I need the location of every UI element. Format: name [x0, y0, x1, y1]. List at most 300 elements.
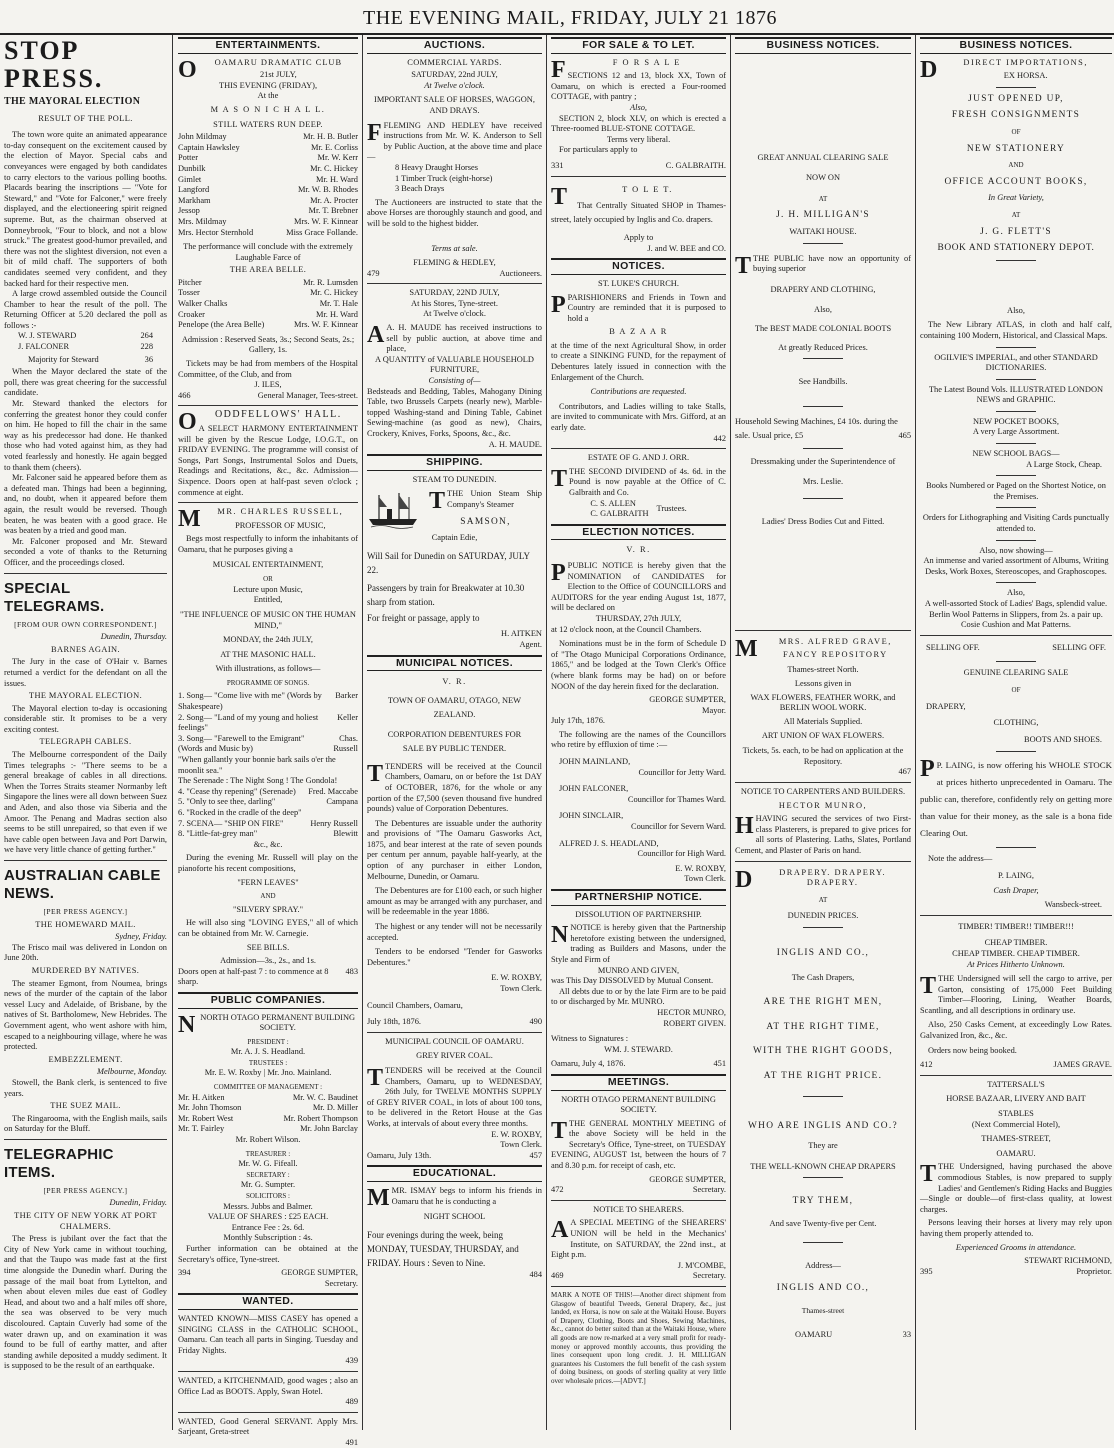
drop-cap: M: [735, 635, 758, 662]
divider: [996, 87, 1036, 88]
sale-text: SECTION 2, block XLV, on which is erected a Three-roomed BLUE-STONE COTTAGE.: [551, 113, 726, 134]
also: Also,: [814, 305, 832, 315]
cast-row: [178, 153, 358, 164]
timber: TIMBER! TIMBER!! TIMBER!!!: [958, 921, 1074, 931]
coal-text: TENDERS will be received at the Council Chambers, Oamaru, up to WEDNESDAY, 26th July, for TWELVE MONTHS SUPPLY of GREY RIVER COAL, in lots of about 100 tons, to be delivered in the Retort House at the Gas Works, at intervals of about every three months.: [367, 1065, 542, 1128]
ad-code: 491: [345, 1437, 358, 1447]
dressmaking: Dressmaking under the Superintendence of: [750, 456, 896, 466]
divider: [551, 176, 726, 177]
drop-cap: D: [735, 866, 753, 893]
song-title: 5. "Only to see thee, darling": [178, 797, 276, 807]
councillors-list: [551, 757, 726, 860]
particulars: For particulars apply to: [559, 145, 638, 155]
divider: [996, 475, 1036, 476]
drop-cap: D: [920, 56, 938, 83]
own-correspondent: [FROM OUR OWN CORRESPONDENT.]: [14, 619, 157, 629]
song-title: 8. "Little-fat-grey man": [178, 829, 258, 839]
signature: GEORGE SUMPTER,: [649, 695, 726, 705]
song-title: The Serenade : The Night Song ! The Gondola!: [178, 776, 338, 786]
sale-date: SATURDAY, 22nd JULY,: [411, 70, 498, 80]
drapery: DRAPERY AND CLOTHING,: [770, 284, 876, 294]
loving-text: He will also sing "LOVING EYES," all of which can be obtained from Mr. W. Carnegie.: [178, 918, 358, 938]
cast-role: Mrs. Hector Sternhold: [178, 227, 254, 237]
ad-code: 465: [898, 430, 911, 440]
stationery: NEW STATIONERY: [966, 143, 1066, 154]
ad-code: 331: [551, 160, 564, 170]
column-for-sale: [551, 35, 726, 1430]
oddfellows-text: A SELECT HARMONY ENTERTAINMENT will be given by the Rescue Lodge, I.O.G.T., on FRIDAY EVENING. The programme will consist of Songs, Part Songs, Instrumental Solos and Duets, Readings and Recitations, &c., &c. Admission—Sixpence. Doors open at half-past seven o'clock ; commence at eight.: [178, 424, 358, 497]
song-title: 6. "Rocked in the cradle of the deep": [178, 808, 302, 817]
divider: [803, 358, 843, 359]
fancy: FANCY REPOSITORY: [783, 650, 888, 660]
song-title: 4. "Cease thy repening" (Serenade): [178, 786, 296, 796]
at: AT: [818, 895, 828, 904]
divider: [735, 630, 911, 631]
cast-role: Pitcher: [178, 277, 202, 287]
election-paragraph: When the Mayor declared the state of the poll, there was great cheering for the successful candidate.: [4, 367, 167, 398]
news-heading: EMBEZZLEMENT.: [48, 1054, 123, 1064]
cast-row: [178, 217, 358, 228]
news-paragraph: The Press is jubilant over the fact that the City of New York came in without touching, and that the Taupo was made fast at the first time alongside the Dunedin wharf. During the passage of the mail boat from Lyttelton, and when about eleven miles due east of Godley Head, and about two and a half miles off shore, the sea was observed to be very much discoloured. Captain Cuverly had some of the water drawn up, and on examination it was found to be full of earthy matter, and after standing awhile deposited a muddy sediment. It is supposed to be the result of an earthquake.: [4, 1234, 167, 1371]
agent-name: H. AITKEN: [501, 629, 542, 639]
song-composer: Barker: [335, 691, 358, 701]
drop-cap: F: [551, 56, 566, 83]
contributions: Contributions are requested.: [590, 387, 687, 397]
column-divider: [362, 35, 363, 1430]
signature-title: General Manager, Tees-street.: [257, 390, 358, 400]
bazaar: HORSE BAZAAR, LIVERY AND BAIT: [946, 1094, 1086, 1104]
who: WHO ARE INGLIS AND CO.?: [748, 1120, 898, 1131]
news-heading: MURDERED BY NATIVES.: [31, 965, 140, 975]
cast-row: [178, 206, 358, 217]
signature-title: Secretary.: [692, 1271, 726, 1281]
committee-member: Mr. Robert Wilson.: [235, 1135, 301, 1145]
sale-time: At Twelve o'clock.: [423, 309, 486, 319]
cast-actor: Mr. T. Brebner: [308, 206, 358, 216]
steamship-icon: [367, 491, 423, 529]
column-divider: [730, 35, 731, 1430]
meetings-heading: MEETINGS.: [551, 1074, 726, 1091]
union-text: THE Union Steam Ship Company's Steamer: [447, 489, 542, 509]
business-heading: BUSINESS NOTICES.: [735, 37, 911, 54]
noon-text: at 12 o'clock noon, at the Council Chambers.: [551, 624, 702, 634]
press-agency: [PER PRESS AGENCY.]: [43, 907, 128, 916]
flett: J. G. FLETT'S: [980, 226, 1052, 237]
cast-row: [178, 310, 358, 321]
committee-row: [178, 1093, 358, 1104]
song-row: [178, 819, 358, 830]
signature: J. and W. BEE and CO.: [647, 243, 726, 253]
cast-row: [178, 164, 358, 175]
conclude-text: The performance will conclude with the extremely Laughable Farce of: [183, 242, 353, 262]
oddfellows-heading: ODDFELLOWS' HALL.: [214, 409, 342, 421]
song-title: 3. Song— "Farewell to the Emigrant" (Words and Music by): [178, 733, 305, 754]
ad-code: 395: [920, 1266, 933, 1276]
ismay-text: MR. ISMAY begs to inform his friends in Oamaru that he is conducting a: [391, 1185, 542, 1206]
drop-cap: T: [551, 1117, 568, 1144]
auction-item: 3 Beach Drays: [395, 184, 445, 194]
drop-cap: N: [551, 922, 569, 949]
cheap-drapers: THE WELL-KNOWN CHEAP DRAPERS: [750, 1161, 896, 1171]
following-text: The following are the names of the Councillors who retire by effluxion of time :—: [551, 729, 726, 750]
drop-cap: A: [367, 322, 385, 349]
divider: [996, 347, 1036, 348]
news-heading: TELEGRAPH CABLES.: [39, 737, 132, 747]
furniture-list: Bedsteads and Bedding, Tables, Mahogany Dining Table, two Brussels Carpets (nearly new), Marble-topped Washing-stand and Dining Table, Cabinet Sewing-machine (as good as new), Chairs, Crockery, Knives, Forks, Spoons, &c., &c.: [367, 386, 542, 438]
coal-heading: GREY RIVER COAL.: [416, 1051, 493, 1061]
sale-time: At Twelve o'clock.: [424, 80, 485, 90]
signature: A. H. MAUDE.: [488, 439, 542, 449]
cast-actor: Mr. H. Ward: [316, 174, 358, 184]
ogilvie: OGILVIE'S IMPERIAL, and other STANDARD DICTIONARIES.: [934, 352, 1098, 373]
divider: [178, 1371, 358, 1372]
ladies: Ladies' Dress Bodies Cut and Fitted.: [761, 516, 885, 526]
lecture-date: MONDAY, the 24th JULY,: [223, 635, 313, 645]
agent-title: Agent.: [519, 639, 542, 649]
unknown: At Prices Hitherto Unknown.: [967, 959, 1065, 969]
drop-cap: P: [551, 291, 566, 318]
meeting-text: THE GENERAL MONTHLY MEETING of the above Society will be held in the Secretary's Office, Tyne-street, on TUESDAY EVENING, AUGUST 1st, between the hours of 7 and 8.30 p.m. for receipt of cash, etc.: [551, 1118, 726, 1171]
committee-row: [178, 1114, 358, 1125]
partnership-heading: PARTNERSHIP NOTICE.: [551, 889, 726, 906]
cast-actor: Miss Grace Follande.: [286, 227, 358, 237]
estate-heading: ESTATE OF G. AND J. ORR.: [587, 453, 690, 463]
auction-items: [367, 163, 542, 195]
divider: [367, 283, 542, 284]
committee-member: Mr. Robert Thompson: [283, 1113, 358, 1123]
drop-cap: O: [178, 409, 197, 436]
cast-actor: Mr. T. Hale: [319, 299, 358, 309]
grave-text: THE Undersigned will sell the cargo to arrive, per Garton, consisting of 175,000 Feet Building Timber—Flooring, Lining, Weather Boards, Scantling, and all descriptions in ordinary use.: [920, 974, 1112, 1015]
signature-title: Town Clerk.: [500, 1140, 542, 1150]
committee-list: [178, 1093, 358, 1135]
drop-cap: T: [920, 973, 937, 1000]
sale-date: SATURDAY, 22ND JULY,: [409, 288, 500, 298]
divider: [367, 1032, 542, 1033]
divider: [996, 582, 1036, 583]
nomination-date: THURSDAY, 27th JULY,: [595, 613, 682, 623]
song-title: 2. Song— "Land of my young and holiest feelings": [178, 712, 319, 733]
and: AND: [260, 892, 276, 901]
song-composer: Henry Russell: [310, 818, 358, 828]
signature-title: Town Clerk.: [500, 984, 542, 993]
drop-cap: T: [551, 183, 568, 210]
right-price: AT THE RIGHT PRICE.: [763, 1070, 883, 1081]
drop-cap: F: [367, 119, 382, 146]
trustees-block: [551, 499, 726, 520]
leslie: Mrs. Leslie.: [802, 477, 844, 487]
save: And save Twenty-five per Cent.: [769, 1218, 877, 1228]
venue: M A S O N I C H A L L.: [210, 104, 326, 114]
election-paragraph: Mr. Falconer proposed and Mr. Steward seconded a vote of thanks to the Returning Officer, and the proceedings closed.: [4, 536, 167, 567]
auction-text: A. H. MAUDE has received instructions to sell by public auction, at above time and place,: [386, 323, 542, 354]
berlin: Berlin Wool Patterns in Slippers, from 2s. a pair up.: [929, 609, 1103, 619]
shearers-text: A SPECIAL MEETING of the SHEARERS' UNION will be held in the Mechanics' Institute, on SATURDAY, the 22nd inst., at Eight p.m.: [551, 1218, 726, 1260]
cast-row: [178, 299, 358, 310]
at: AT: [1011, 210, 1021, 219]
divider: [178, 1412, 358, 1413]
endorsed-text: Tenders to be endorsed "Tender for Gasworks Debentures.": [367, 947, 542, 967]
night-school: NIGHT SCHOOL: [423, 1212, 486, 1222]
now-on: NOW ON: [805, 173, 841, 183]
divider: [803, 1242, 843, 1243]
result-heading: RESULT OF THE POLL.: [38, 113, 133, 123]
address: Address—: [805, 1260, 841, 1270]
ad-code: 439: [345, 1356, 358, 1366]
ad-code: 484: [529, 1269, 542, 1279]
ad-code: 479: [367, 268, 380, 278]
divider: [178, 405, 358, 406]
etc: &c., &c.: [253, 839, 283, 849]
signature: GEORGE SUMPTER,: [649, 1174, 726, 1184]
cast-row: [178, 288, 358, 299]
cement: Also, 250 Casks Cement, at exceedingly Low Rates. Galvanized Iron, &c., &c.: [920, 1020, 1112, 1041]
evenings-text: Four evenings during the week, being MONDAY, TUESDAY, THURSDAY, and FRIDAY. Hours : Seven to Nine.: [367, 1229, 519, 1268]
drop-cap: O: [178, 56, 197, 83]
majority-label: Majority for Steward: [28, 354, 99, 364]
also: Also,: [1007, 588, 1025, 598]
divider: [996, 260, 1036, 261]
song-composer: Chas. Russell: [333, 733, 358, 754]
sale-text: SECTIONS 12 and 13, block XX, Town of Oamaru, on which is erected a Four-roomed COTTAGE, with pantry ;: [551, 71, 726, 102]
song-composer: Campana: [326, 797, 358, 807]
office: OFFICE ACCOUNT BOOKS,: [944, 176, 1088, 187]
councillor-name: JOHN FALCONER,: [559, 784, 629, 794]
contributors-text: Contributors, and Ladies willing to take Stalls, are invited to communicate with Mrs. Gifford, at an early date.: [551, 401, 726, 433]
cast-row: [178, 132, 358, 143]
poll-row: [4, 331, 167, 342]
ad-code: 483: [345, 966, 358, 976]
notice-text: PUBLIC NOTICE is hereby given that the NOMINATION of CANDIDATES for Election to the Office of COUNCILLORS and AUDITORS for the year ending August 1st, 1877, will be declared on: [551, 560, 726, 613]
atlas: The New Library ATLAS, in cloth and half calf, containing 100 Modern, Historical, and Classical Maps.: [920, 320, 1112, 340]
witness: Witness to Signatures :: [551, 1034, 629, 1044]
further-text: Further information can be obtained at the Secretary's office, Tyne-street.: [178, 1243, 358, 1264]
divider: [178, 502, 358, 503]
clothing: CLOTHING,: [993, 718, 1039, 728]
masthead-title: THE EVENING MAIL, FRIDAY, JULY 21 1876: [362, 7, 778, 29]
for-sale-title: F O R S A L E: [612, 57, 681, 67]
consisting: Consisting of—: [428, 376, 481, 386]
councillor-name: ALFRED J. S. HEADLAND,: [559, 838, 659, 848]
bags: A well-assorted Stock of Ladies' Bags, splendid value.: [924, 599, 1108, 608]
drop-cap: N: [178, 1011, 196, 1038]
column-business-notices-2: [920, 35, 1112, 1430]
selling: SELLING OFF.: [1052, 642, 1106, 652]
thames-north: Thames-street North.: [787, 664, 859, 674]
drop-cap: P: [551, 559, 566, 586]
committee-member: Mr. T. Fairley: [178, 1124, 225, 1134]
officer-heading: PRESIDENT :: [247, 1037, 289, 1046]
art-union: ART UNION OF WAX FLOWERS.: [761, 730, 885, 740]
entertainments-heading: ENTERTAINMENTS.: [178, 37, 358, 54]
admission: Admission—3s., 2s., and 1s.: [220, 956, 316, 966]
news-paragraph: The Frisco mail was delivered in London on June 20th.: [4, 942, 167, 963]
officer-heading: TRUSTEES :: [248, 1058, 288, 1067]
russell-text: Begs most respectfully to inform the inhabitants of Oamaru, that he purposes giving a: [178, 534, 358, 554]
cast-actor: Mr. H. B. Butler: [303, 132, 358, 142]
town-heading: TOWN OF OAMARU, OTAGO, NEW ZEALAND.: [387, 695, 522, 719]
cheap-timber: CHEAP TIMBER.: [984, 938, 1048, 948]
news-paragraph: The Melbourne correspondent of the Daily Times telegraphs :- "There seems to be a general breakage of cables in all directions. When the Torres Straits steamer Normanby left Singapore the lines were all down between Suez and Aden, and also those via Siberia and the Amoor. The Penang and Madras section also seems to be still unrepaired, so that even if we have cable open between Java and Port Darwin, we have very little chance of getting further.": [4, 750, 167, 855]
councillor-name: JOHN MAINLAND,: [559, 757, 631, 767]
event-time: THIS EVENING (FRIDAY),: [218, 80, 318, 90]
column-divider: [172, 35, 173, 1430]
divider: [920, 1075, 1112, 1076]
cast-role: Gimlet: [178, 174, 202, 184]
signature: JAMES GRAVE.: [1053, 1060, 1112, 1070]
signature-title: Secretary.: [324, 1278, 358, 1288]
news-paragraph: The Jury in the case of O'Hair v. Barnes returned a verdict for the defendant on all the issues.: [4, 657, 167, 688]
officer-heading: SOLICITORS :: [245, 1192, 291, 1200]
election-heading: THE MAYORAL ELECTION: [4, 96, 141, 107]
ad-code: 490: [529, 1017, 542, 1027]
committee-row: [178, 1103, 358, 1114]
shipping-heading: SHIPPING.: [367, 454, 542, 471]
cast-actor: Mr. C. Hickey: [310, 288, 358, 298]
song-row: [178, 734, 358, 755]
song-row: [178, 829, 358, 840]
news-paragraph: Stowell, the Bank clerk, is sentenced to five years.: [4, 1077, 167, 1098]
song-composer: Fred. Maccabe: [308, 786, 358, 796]
dissolved-text: was This Day DISSOLVED by Mutual Consent.: [551, 976, 714, 986]
treasurer: Mr. W. G. Fifeall.: [238, 1159, 298, 1169]
terms: Terms very liberal.: [606, 134, 671, 144]
divider: [920, 635, 1112, 636]
cast-actor: Mr. E. Corliss: [311, 142, 358, 152]
fresh: FRESH CONSIGNMENTS: [951, 110, 1081, 121]
song-row: [178, 691, 358, 712]
song-row: [178, 808, 358, 819]
cash-drapers: The Cash Drapers,: [791, 972, 855, 982]
divider: [803, 498, 843, 499]
date: July 17th, 1876.: [551, 716, 605, 726]
club-name: OAMARU DRAMATIC CLUB: [214, 57, 343, 67]
they-are: They are: [808, 1141, 838, 1151]
immense: An immense and varied assortment of Albums, Writing Desks, Work Boxes, Stereoscopes, and Graphoscopes.: [923, 556, 1109, 576]
business-heading: BUSINESS NOTICES.: [920, 37, 1112, 54]
pocket: NEW POCKET BOOKS,: [972, 416, 1059, 426]
latest: The Latest Bound Vols. ILLUSTRATED LONDON NEWS and GRAPHIC.: [928, 384, 1104, 405]
drop-cap: T: [551, 465, 568, 492]
municipal-heading: MUNICIPAL NOTICES.: [367, 655, 542, 672]
cast-role: Potter: [178, 153, 199, 163]
cast-role: Walker Chalks: [178, 299, 228, 309]
news-paragraph: The steamer Egmont, from Noumea, brings news of the murder of the captain of the labor vessel Lucy and Adelaide, of Brisbane, by the natives of St. Bartholomew, New Hebrides. The Government agent, who went ashore with him, escaped to a neighbouring village, where he was protected.: [4, 978, 167, 1052]
cast-role: Croaker: [178, 309, 205, 319]
auction-text: FLEMING AND HEDLEY have received instructions from Mr. W. K. Anderson to Sell by Public Auction, at the above time and place—: [367, 120, 542, 162]
booking: Orders now being booked.: [928, 1045, 1017, 1055]
divider: [4, 860, 167, 861]
vr-mark: V. R.: [626, 545, 651, 555]
auctioneer-name: FLEMING & HEDLEY,: [413, 258, 496, 268]
election-paragraph: Mr. Falconer said he appeared before them as a defeated man. Things had been a beginning, and, no doubt, when it appeared before them again, the result would be reversed. Though beaten, he was beaten with a good grace. He was beaten by a tried and good man.: [4, 473, 167, 536]
signature: C. GALBRAITH.: [665, 160, 726, 170]
captain: Captain Edie,: [431, 533, 478, 543]
also: Also,: [1007, 305, 1025, 315]
right-time: AT THE RIGHT TIME,: [766, 1021, 880, 1032]
poll-row: [4, 342, 167, 353]
auction-item: 1 Timber Truck (eight-horse): [395, 173, 493, 183]
officer-heading: TREASURER :: [245, 1149, 291, 1158]
date: Oamaru, July 4, 1876.: [551, 1059, 626, 1069]
thames: THAMES-STREET,: [981, 1134, 1051, 1144]
divider: [551, 448, 726, 449]
school-bags: NEW SCHOOL BAGS—: [972, 449, 1060, 459]
cast-actor: Mr. R. Lumsden: [303, 277, 358, 287]
drop-cap: P: [920, 756, 935, 783]
handbills: See Handbills.: [798, 377, 848, 387]
farce-title: THE AREA BELLE.: [229, 265, 307, 275]
date: July 18th, 1876.: [367, 1017, 421, 1027]
committee-member: Mr. Robert West: [178, 1113, 234, 1123]
auction-text: The Auctioneers are instructed to state that the above Horses are thoroughly staunch and good, and will be sold to the highest bidder.: [367, 197, 542, 228]
debts-text: All debts due to or by the late Firm are to be paid to or discharged by Mr. MUNRO.: [551, 986, 726, 1007]
dividend-text: THE SECOND DIVIDEND of 4s. 6d. in the Pound is now payable at the Office of C. Galbraith and Co.: [569, 466, 726, 497]
tickets-text: Tickets may be had from members of the Hospital Committee, of the Club, and from: [178, 359, 358, 379]
cast-actor: Mr. W. B. Rhodes: [297, 185, 358, 195]
nominations-text: Nominations must be in the form of Schedule D of "The Otago Municipal Corporations Ordinance, 1865," and be lodged at the Town Clerk's Office (where blank forms may be had) on or before NOON of the day herein fixed for the declaration.: [551, 639, 726, 691]
cast-row: [178, 143, 358, 154]
cast-role: Dunbilk: [178, 163, 206, 173]
munro-name: HECTOR MUNRO,: [778, 800, 868, 810]
for-sale-heading: FOR SALE & TO LET.: [551, 37, 726, 54]
public-text: THE PUBLIC have now an opportunity of buying superior: [753, 253, 911, 274]
composition: "FERN LEAVES": [237, 877, 299, 887]
lecture: Lecture upon Music,: [233, 584, 303, 594]
ad-code: 466: [178, 390, 191, 400]
song-title: "When gallantly your bonnie bark sails o'er the moonlit sea.": [178, 755, 336, 775]
dissolution-heading: DISSOLUTION OF PARTNERSHIP.: [575, 909, 702, 919]
councillor-name: JOHN SINCLAIR,: [559, 811, 624, 821]
news-paragraph: The Mayoral election to-day is occasioning considerable stir. It promises to be a very exciting contest.: [4, 703, 167, 734]
column-entertainments: [178, 35, 358, 1447]
terms: Terms at sale.: [431, 243, 478, 253]
admission-text: Admission : Reserved Seats, 3s.; Second Seats, 2s.; Gallery, 1s.: [181, 334, 355, 355]
during-text: During the evening Mr. Russell will play on the pianoforte his recent compositions,: [178, 853, 358, 873]
committee-member: Mr. H. Aitken: [178, 1092, 225, 1102]
see-bills: SEE BILLS.: [246, 942, 290, 952]
trustee: C. S. ALLEN: [590, 498, 636, 508]
carpenters-heading: NOTICE TO CARPENTERS AND BUILDERS.: [740, 787, 906, 797]
cast-role: Tosser: [178, 288, 200, 298]
drop-cap: H: [735, 813, 754, 840]
song-row: [178, 713, 358, 734]
telegraphic-items-heading: TELEGRAPHIC ITEMS.: [4, 1145, 114, 1181]
or: OR: [263, 575, 273, 584]
vr-mark: V. R.: [442, 677, 467, 687]
event-date: 21st JULY,: [259, 70, 297, 80]
council-heading: MUNICIPAL COUNCIL OF OAMARU.: [385, 1036, 524, 1046]
musical: MUSICAL ENTERTAINMENT,: [212, 559, 324, 569]
cast-role: Langford: [178, 185, 210, 195]
candidate-votes: 264: [140, 331, 153, 341]
song-title: 1. Song— "Come live with me" (Words by Shakespeare): [178, 691, 322, 712]
wanted-ad: WANTED, Good General SERVANT. Apply Mrs. Sarjeant, Greta-street: [178, 1416, 358, 1437]
signature: J. M'COMBE,: [677, 1260, 726, 1270]
right-goods: WITH THE RIGHT GOODS,: [753, 1046, 893, 1057]
election-heading: ELECTION NOTICES.: [551, 524, 726, 541]
sale-venue: At his Stores, Tyne-street.: [411, 298, 498, 308]
drop-cap: T: [920, 1161, 937, 1188]
freight-text: For freight or passage, apply to: [367, 612, 480, 623]
cushion: Cosie Cushion and Mat Patterns.: [960, 620, 1072, 630]
dateline: Sydney, Friday.: [115, 932, 167, 942]
drop-cap: T: [429, 488, 446, 515]
society-name: NORTH OTAGO PERMANENT BUILDING SOCIETY.: [200, 1012, 356, 1033]
entitled: Entitled,: [253, 595, 283, 605]
cast-row: [178, 175, 358, 186]
corporation-heading: CORPORATION DEBENTURES FOR SALE BY PUBLIC TENDER.: [387, 729, 522, 753]
